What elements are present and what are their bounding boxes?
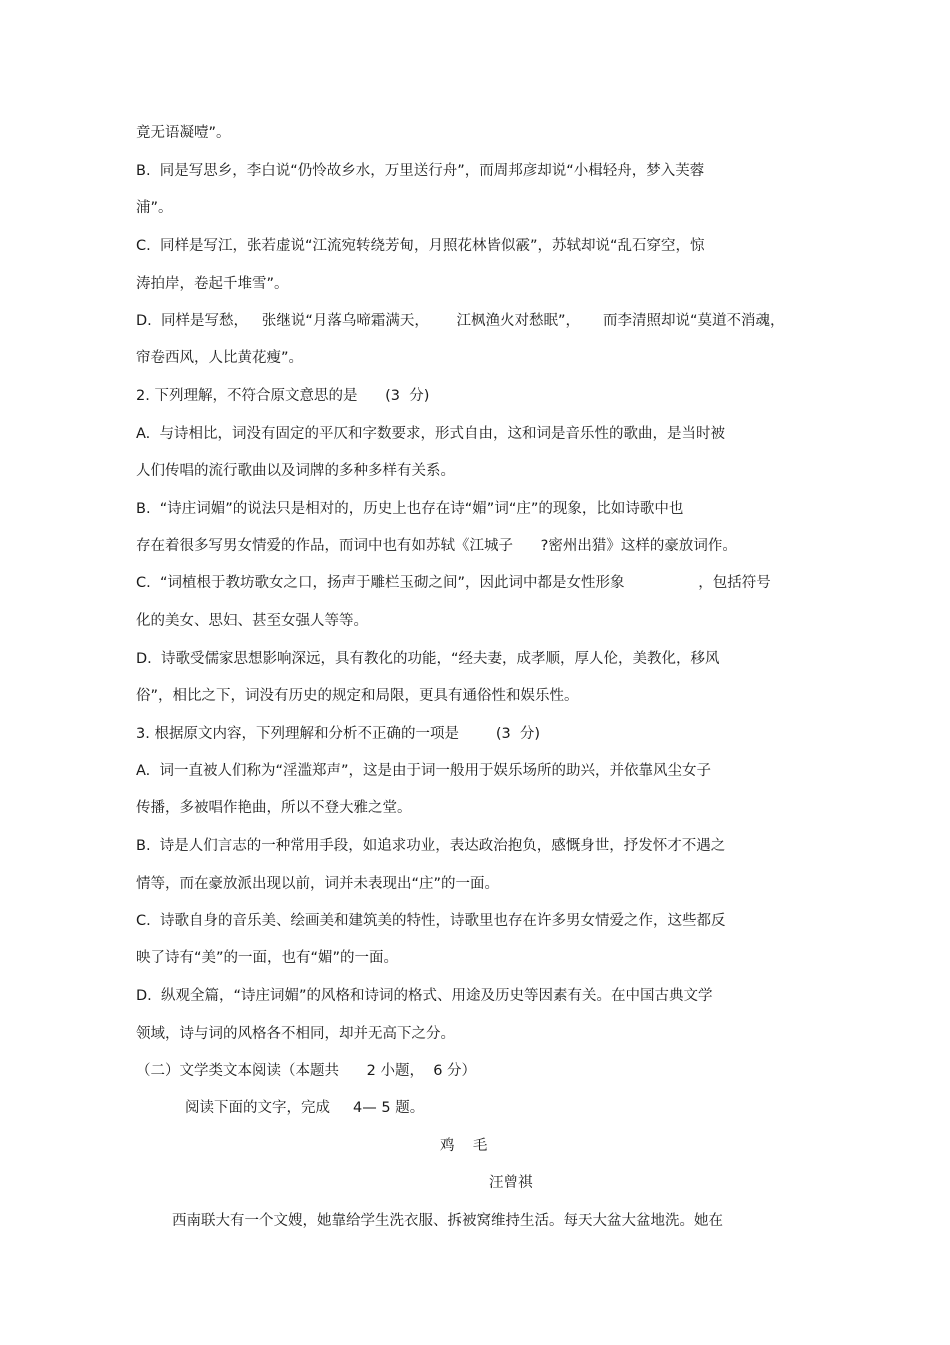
reading-instruction: 阅读下面的文字，完成 4— 5 题。 — [185, 1100, 425, 1116]
section-heading: （二）文学类文本阅读（本题共 2 小题， 6 分） — [136, 1063, 477, 1079]
text-line: 涛拍岸，卷起千堆雪”。 — [136, 276, 289, 292]
text-line: 传播，多被唱作艳曲，所以不登大雅之堂。 — [136, 800, 412, 816]
story-title: 鸡 毛 — [440, 1138, 488, 1154]
question-2: 2. 下列理解，不符合原文意思的是 (3 分) — [136, 388, 430, 404]
text-line: 存在着很多写男女情爱的作品，而词中也有如苏轼《江城子 ?密州出猎》这样的豪放词作。 — [136, 538, 737, 554]
story-author: 汪曾祺 — [489, 1175, 533, 1191]
text-line: 俗”，相比之下，词没有历史的规定和局限，更具有通俗性和娱乐性。 — [136, 688, 579, 704]
text-line: 化的美女、思妇、甚至女强人等等。 — [136, 613, 368, 629]
option-d-line: D. 诗歌受儒家思想影响深远，具有教化的功能，“经夫妻，成孝顺，厚人伦，美教化，移风 — [136, 651, 720, 667]
text-line: 人们传唱的流行歌曲以及词牌的多种多样有关系。 — [136, 463, 455, 479]
text-line: 帘卷西风，人比黄花瘦”。 — [136, 350, 304, 366]
question-3: 3. 根据原文内容，下列理解和分析不正确的一项是 (3 分) — [136, 726, 541, 742]
text-line: 情等，而在豪放派出现以前，词并未表现出“庄”的一面。 — [136, 876, 500, 892]
option-a-line: A. 与诗相比，词没有固定的平仄和字数要求，形式自由，这和词是音乐性的歌曲，是当时被 — [136, 426, 725, 442]
option-b-line: B. 诗是人们言志的一种常用手段，如追求功业，表达政治抱负，感慨身世，抒发怀才不遇之 — [136, 838, 726, 854]
option-c-line: C. “词植根于教坊歌女之口，扬声于雕栏玉砌之间”，因此词中都是女性形象 ，包括符号 — [136, 575, 771, 591]
option-c-line: C. 同样是写江，张若虚说“江流宛转绕芳甸，月照花林皆似霰”，苏轼却说“乱石穿空，惊 — [136, 238, 705, 254]
text-line: 竟无语凝噎”。 — [136, 125, 231, 141]
option-a-line: A. 词一直被人们称为“淫滥郑声”，这是由于词一般用于娱乐场所的助兴，并依靠风尘女子 — [136, 763, 712, 779]
text-line: 浦”。 — [136, 200, 173, 216]
text-line: 映了诗有“美”的一面，也有“媚”的一面。 — [136, 950, 399, 966]
story-paragraph-line: 西南联大有一个文嫂，她靠给学生洗衣服、拆被窝维持生活。每天大盆大盆地洗。她在 — [172, 1213, 723, 1229]
option-d-line: D. 纵观全篇，“诗庄词媚”的风格和诗词的格式、用途及历史等因素有关。在中国古典文学 — [136, 988, 713, 1004]
option-c-line: C. 诗歌自身的音乐美、绘画美和建筑美的特性，诗歌里也存在许多男女情爱之作，这些都反 — [136, 913, 726, 929]
option-b-line: B. “诗庄词媚”的说法只是相对的，历史上也存在诗“媚”词“庄”的现象，比如诗歌中也 — [136, 501, 684, 517]
option-d-line: D. 同样是写愁， 张继说“月落乌啼霜满天， 江枫渔火对愁眠”， 而李清照却说“莫道不消魂， — [136, 313, 785, 329]
text-line: 领域，诗与词的风格各不相同，却并无高下之分。 — [136, 1026, 455, 1042]
option-b-line: B. 同是写思乡，李白说“仍怜故乡水，万里送行舟”，而周邦彦却说“小楫轻舟，梦入芙蓉 — [136, 163, 705, 179]
